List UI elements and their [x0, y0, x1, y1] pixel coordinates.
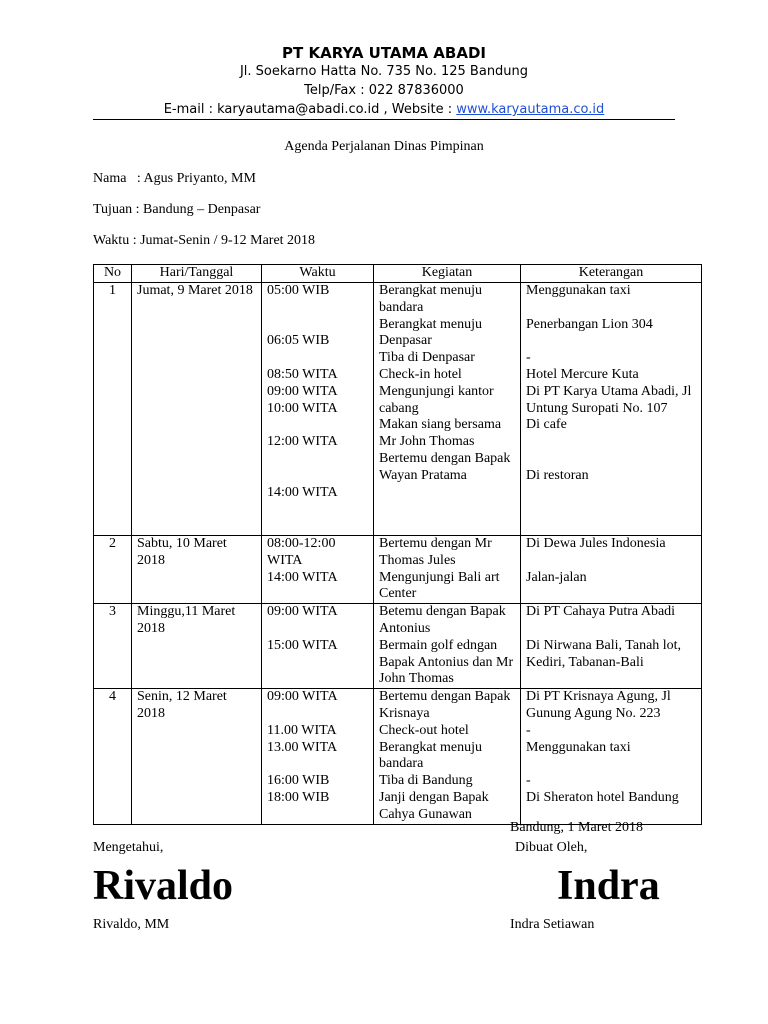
- time-entry: 11.00 WITA: [267, 722, 337, 738]
- info-tujuan: Tujuan : Bandung – Denpasar: [93, 202, 261, 217]
- cell-time: [262, 689, 374, 824]
- note-entry: -: [526, 722, 531, 738]
- table-header-row: [94, 265, 702, 283]
- time-entry: [267, 501, 368, 518]
- time-entry: [267, 300, 368, 317]
- table-row: [94, 283, 702, 536]
- note-entry: Di restoran: [526, 467, 589, 483]
- activity-entry: Betemu dengan Bapak Antonius: [379, 604, 506, 636]
- cell-time-list: [267, 689, 368, 807]
- activity-entry: Makan siang bersama Mr John Thomas: [379, 417, 502, 450]
- place-date: Bandung, 1 Maret 2018: [510, 820, 643, 835]
- cell-no: 3: [94, 604, 132, 689]
- cell-date: Minggu,11 Maret 2018: [132, 604, 262, 689]
- note-entry: -: [526, 773, 531, 789]
- table-row: [94, 604, 702, 689]
- cell-no: 2: [94, 535, 132, 603]
- time-entry: [267, 350, 368, 367]
- activity-entry: Bertemu dengan Mr Thomas Jules: [379, 535, 492, 568]
- cell-activity: [374, 535, 521, 603]
- info-nama: Nama : Agus Priyanto, MM: [93, 171, 256, 186]
- activity-entry: Berangkat menuju bandara: [379, 739, 483, 772]
- cell-no: 4: [94, 689, 132, 824]
- note-entry: [526, 300, 696, 317]
- time-entry: 08:00-12:00 WITA: [267, 535, 336, 568]
- note-entry: Di PT Karya Utama Abadi, Jl Untung Suropati No. 107: [526, 383, 692, 416]
- activity-entry: Mengunjungi Bali art Center: [379, 569, 500, 602]
- company-phone: Telp/Fax : 022 87836000: [304, 83, 464, 98]
- time-entry: 05:00 WIB: [267, 283, 330, 298]
- table-row: [94, 689, 702, 824]
- website-link[interactable]: www.karyautama.co.id: [456, 102, 605, 117]
- table-row: [94, 535, 702, 603]
- note-entry: [526, 621, 696, 638]
- time-entry: 10:00 WITA: [267, 400, 338, 416]
- note-entry: Menggunakan taxi: [526, 739, 631, 755]
- cell-time-list: [267, 536, 368, 586]
- cell-notes-list: [526, 283, 696, 485]
- note-entry: Menggunakan taxi: [526, 283, 631, 298]
- note-entry: Di Dewa Jules Indonesia: [526, 535, 666, 551]
- activity-entry: Berangkat menuju bandara: [379, 283, 483, 315]
- note-entry: [526, 434, 696, 451]
- cell-activity-list: [379, 536, 515, 603]
- time-entry: [267, 468, 368, 485]
- time-entry: [267, 621, 368, 638]
- note-entry: Jalan-jalan: [526, 569, 587, 585]
- note-entry: -: [526, 350, 531, 366]
- cell-time: [262, 283, 374, 536]
- activity-entry: Berangkat menuju Denpasar: [379, 316, 483, 349]
- time-entry: [267, 518, 368, 535]
- note-entry: Di Nirwana Bali, Tanah lot, Kediri, Tabanan-Bali: [526, 637, 682, 670]
- activity-entry: Janji dengan Bapak Cahya Gunawan: [379, 789, 489, 822]
- signature-left: Rivaldo: [93, 863, 234, 909]
- time-entry: 09:00 WITA: [267, 689, 338, 705]
- time-entry: 09:00 WITA: [267, 604, 338, 620]
- time-entry: 18:00 WIB: [267, 789, 330, 805]
- time-entry: [267, 417, 368, 434]
- company-contact: [93, 100, 675, 119]
- cell-notes-list: [526, 536, 696, 586]
- note-entry: Di PT Cahaya Putra Abadi: [526, 604, 676, 620]
- note-entry: Di cafe: [526, 417, 567, 433]
- signer-name-right: Indra Setiawan: [510, 917, 595, 932]
- agenda-table: [93, 264, 702, 825]
- time-entry: [267, 706, 368, 723]
- info-waktu: Waktu : Jumat-Senin / 9-12 Maret 2018: [93, 233, 316, 248]
- time-entry: 14:00 WITA: [267, 484, 338, 500]
- note-entry: Di Sheraton hotel Bandung: [526, 789, 679, 805]
- note-entry: Di PT Krisnaya Agung, Jl Gunung Agung No. 223: [526, 689, 671, 721]
- contact-text: E-mail : karyautama@abadi.co.id , Website :: [163, 102, 457, 117]
- cell-notes: [521, 604, 702, 689]
- known-label: Mengetahui,: [93, 840, 164, 855]
- cell-activity: [374, 283, 521, 536]
- document-title: Agenda Perjalanan Dinas Pimpinan: [284, 139, 484, 154]
- header-date: Hari/Tanggal: [132, 265, 262, 283]
- cell-no: 1: [94, 283, 132, 536]
- header-activity: Kegiatan: [374, 265, 521, 283]
- time-entry: [267, 756, 368, 773]
- letterhead-divider: [93, 119, 675, 120]
- cell-date: Jumat, 9 Maret 2018: [132, 283, 262, 536]
- header-no: No: [94, 265, 132, 283]
- activity-entry: Bermain golf edngan Bapak Antonius dan Mr John Thomas: [379, 637, 514, 687]
- time-entry: 13.00 WITA: [267, 739, 338, 755]
- cell-activity-list: [379, 283, 515, 485]
- letterhead: [93, 40, 675, 119]
- cell-notes-list: [526, 689, 696, 807]
- activity-entry: Bertemu dengan Bapak Krisnaya: [379, 689, 511, 721]
- note-entry: [526, 333, 696, 350]
- time-entry: [267, 451, 368, 468]
- note-entry: [526, 756, 696, 773]
- note-entry: [526, 451, 696, 468]
- made-by-label: Dibuat Oleh,: [515, 840, 588, 855]
- signature-right: Indra: [557, 863, 660, 909]
- cell-activity: [374, 689, 521, 824]
- company-address: Jl. Soekarno Hatta No. 735 No. 125 Bandung: [239, 64, 529, 79]
- time-entry: 15:00 WITA: [267, 637, 338, 653]
- note-entry: Hotel Mercure Kuta: [526, 366, 639, 382]
- time-entry: 08:50 WITA: [267, 366, 338, 382]
- company-name: PT KARYA UTAMA ABADI: [282, 44, 486, 62]
- cell-notes: [521, 535, 702, 603]
- cell-notes: [521, 283, 702, 536]
- time-entry: 12:00 WITA: [267, 434, 338, 450]
- activity-entry: Check-in hotel: [379, 366, 462, 382]
- activity-entry: Tiba di Bandung: [379, 773, 473, 789]
- activity-entry: Check-out hotel: [379, 722, 469, 738]
- time-entry: 06:05 WIB: [267, 333, 330, 349]
- cell-time-list: [267, 604, 368, 654]
- activity-entry: Bertemu dengan Bapak Wayan Pratama: [379, 450, 511, 483]
- cell-time-list: [267, 283, 368, 535]
- header-notes: Keterangan: [521, 265, 702, 283]
- cell-date: Sabtu, 10 Maret 2018: [132, 535, 262, 603]
- cell-activity: [374, 604, 521, 689]
- time-entry: [267, 317, 368, 334]
- activity-entry: Mengunjungi kantor cabang: [379, 383, 494, 416]
- note-entry: Penerbangan Lion 304: [526, 316, 653, 332]
- header-time: Waktu: [262, 265, 374, 283]
- cell-notes: [521, 689, 702, 824]
- cell-activity-list: [379, 604, 515, 688]
- cell-time: [262, 604, 374, 689]
- cell-notes-list: [526, 604, 696, 671]
- time-entry: 16:00 WIB: [267, 773, 330, 789]
- time-entry: 14:00 WITA: [267, 569, 338, 585]
- time-entry: 09:00 WITA: [267, 383, 338, 399]
- cell-date: Senin, 12 Maret 2018: [132, 689, 262, 824]
- activity-entry: Tiba di Denpasar: [379, 350, 475, 366]
- signer-name-left: Rivaldo, MM: [93, 917, 170, 932]
- cell-activity-list: [379, 689, 515, 823]
- note-entry: [526, 553, 696, 570]
- cell-time: [262, 535, 374, 603]
